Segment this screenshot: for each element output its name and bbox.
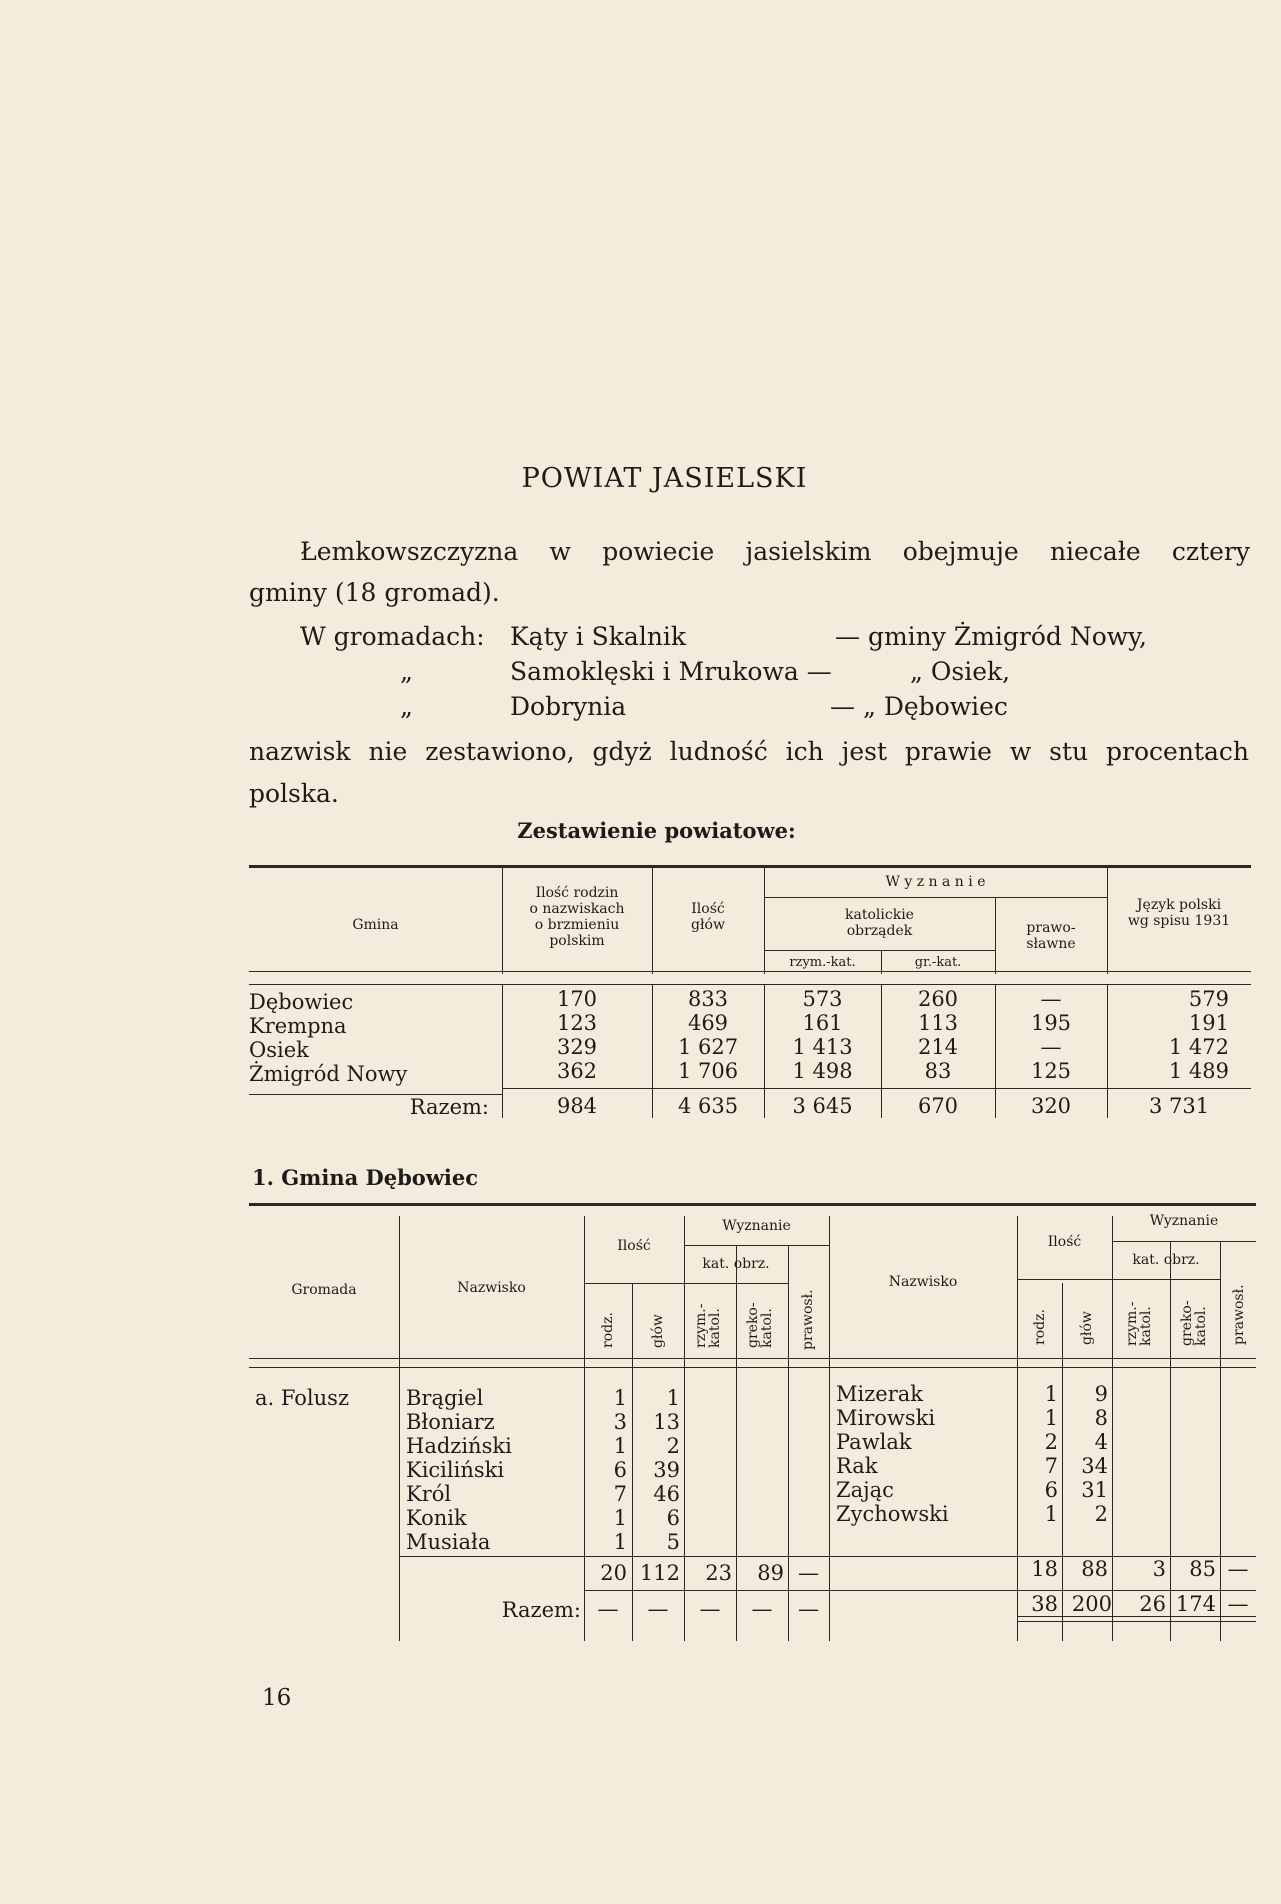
summary-cell-rzym: 573 xyxy=(802,987,843,1011)
header-katolickie-1: katolickie xyxy=(845,907,914,923)
intro-line-2: gminy (18 gromad). xyxy=(249,578,500,607)
summary-cell-jezyk: 579 xyxy=(1188,987,1229,1011)
count-glow: 34 xyxy=(1081,1454,1108,1478)
header-ilosc-left: Ilość xyxy=(617,1238,651,1254)
summary-cell-rodzin: 123 xyxy=(556,1011,598,1035)
count-glow: 5 xyxy=(666,1530,680,1554)
intro-row-3-c: — „ Dębowiec xyxy=(830,692,1008,721)
header-prawosl-right: prawosł. xyxy=(1231,1284,1247,1345)
summary-cell-glow: 1 627 xyxy=(677,1035,739,1059)
header-glow-1: Ilość xyxy=(691,901,725,917)
surname: Konik xyxy=(406,1506,467,1530)
surname: Hadziński xyxy=(406,1434,512,1458)
count-glow: 39 xyxy=(653,1458,680,1482)
intro-row-1-c: — gminy Żmigród Nowy, xyxy=(835,622,1147,651)
subtotal-right-glow: 88 xyxy=(1081,1557,1108,1581)
header-prawosl-left: prawosł. xyxy=(800,1289,816,1350)
summary-cell-rodzin: 329 xyxy=(556,1035,598,1059)
summary-cell-rzym: 161 xyxy=(802,1011,843,1035)
count-glow: 8 xyxy=(1094,1406,1108,1430)
header-wyznanie: W y z n a n i e xyxy=(885,874,986,890)
count-rodz: 1 xyxy=(613,1434,627,1458)
summary-total-prawo: 320 xyxy=(1030,1094,1072,1118)
razem-right-rodz: 38 xyxy=(1031,1592,1058,1616)
count-rodz: 2 xyxy=(1044,1430,1058,1454)
gromada-name: a. Folusz xyxy=(255,1386,350,1410)
summary-total-jezyk: 3 731 xyxy=(1148,1094,1210,1118)
count-rodz: 3 xyxy=(613,1410,627,1434)
intro-row-2-a: „ xyxy=(400,657,413,686)
page-title: POWIAT JASIELSKI xyxy=(521,463,808,494)
count-glow: 2 xyxy=(1094,1502,1108,1526)
header-rzym: rzym.-kat. xyxy=(789,955,856,970)
summary-cell-gmina: Krempna xyxy=(249,1014,347,1038)
intro-line-3: nazwisk nie zestawiono, gdyż ludność ich jest prawie w stu procentach xyxy=(249,737,1249,766)
summary-cell-jezyk: 191 xyxy=(1188,1011,1229,1035)
header-katobrz-right: kat. obrz. xyxy=(1132,1252,1200,1268)
count-glow: 9 xyxy=(1094,1382,1108,1406)
subtotal-right-greko: 85 xyxy=(1189,1557,1216,1581)
subtotal-right-rzym: 3 xyxy=(1152,1557,1166,1581)
intro-row-3-b: Dobrynia xyxy=(510,692,627,721)
razem-left-rodz: — xyxy=(597,1597,619,1621)
header-rodz-left: rodz. xyxy=(600,1312,616,1348)
header-jezyk-2: wg spisu 1931 xyxy=(1127,913,1231,929)
count-rodz: 1 xyxy=(1044,1502,1058,1526)
summary-total-rzym: 3 645 xyxy=(792,1094,853,1118)
subtotal-left-prawosl: — xyxy=(798,1561,819,1585)
summary-total-label: Razem: xyxy=(409,1095,489,1119)
intro-line-1: Łemkowszczyzna w powiecie jasielskim obejmuje niecałe cztery xyxy=(300,537,1250,566)
header-ilosc-right: Ilość xyxy=(1047,1234,1082,1250)
header-gmina: Gmina xyxy=(352,917,399,933)
summary-cell-rzym: 1 498 xyxy=(792,1059,853,1083)
header-nazwisko-right: Nazwisko xyxy=(888,1274,958,1290)
header-gromada: Gromada xyxy=(291,1282,357,1298)
razem-right-prawosl: — xyxy=(1227,1592,1249,1616)
count-glow: 2 xyxy=(666,1434,680,1458)
surname: Rak xyxy=(836,1454,878,1478)
header-gr: gr.-kat. xyxy=(914,955,962,970)
count-rodz: 1 xyxy=(613,1386,627,1410)
header-prawo-1: prawo- xyxy=(1026,920,1076,936)
surname: Zając xyxy=(836,1478,894,1502)
count-glow: 1 xyxy=(666,1386,680,1410)
surname: Kiciliński xyxy=(406,1458,505,1482)
subtotal-left-rzym: 23 xyxy=(705,1561,732,1585)
header-wyznanie-left: Wyznanie xyxy=(722,1218,791,1234)
count-rodz: 7 xyxy=(613,1482,627,1506)
header-glow-2: głów xyxy=(691,917,725,933)
count-glow: 4 xyxy=(1094,1430,1108,1454)
surname: Brągiel xyxy=(406,1386,484,1410)
page-number: 16 xyxy=(262,1685,292,1711)
summary-cell-rzym: 1 413 xyxy=(792,1035,853,1059)
razem-left-greko: — xyxy=(751,1597,773,1621)
summary-cell-jezyk: 1 489 xyxy=(1168,1059,1229,1083)
razem-left-prawosl: — xyxy=(798,1597,819,1621)
gmina-razem-label: Razem: xyxy=(501,1598,581,1622)
intro-row-1-b: Kąty i Skalnik xyxy=(510,622,687,651)
count-glow: 13 xyxy=(653,1410,680,1434)
intro-row-3-a: „ xyxy=(400,692,413,721)
count-glow: 46 xyxy=(653,1482,680,1506)
summary-cell-gr: 214 xyxy=(917,1035,959,1059)
summary-cell-jezyk: 1 472 xyxy=(1168,1035,1229,1059)
summary-cell-rodzin: 170 xyxy=(556,987,598,1011)
summary-cell-prawo: — xyxy=(1040,1035,1062,1059)
header-prawo-2: sławne xyxy=(1026,936,1076,952)
summary-cell-rodzin: 362 xyxy=(556,1059,598,1083)
surname: Mirowski xyxy=(836,1406,936,1430)
razem-left-glow: — xyxy=(647,1597,669,1621)
razem-right-greko: 174 xyxy=(1175,1592,1216,1616)
header-greko-right: greko-katol. xyxy=(1179,1300,1209,1346)
intro-row-2-b: Samoklęski i Mrukowa — xyxy=(510,657,832,686)
summary-cell-prawo: 195 xyxy=(1030,1011,1072,1035)
count-rodz: 7 xyxy=(1044,1454,1058,1478)
count-rodz: 6 xyxy=(1044,1478,1058,1502)
count-rodz: 1 xyxy=(1044,1382,1058,1406)
summary-cell-glow: 833 xyxy=(687,987,729,1011)
summary-total-rodzin: 984 xyxy=(556,1094,598,1118)
razem-right-rzym: 26 xyxy=(1139,1592,1166,1616)
header-rodzin-4: polskim xyxy=(549,933,605,949)
surname: Mizerak xyxy=(836,1382,923,1406)
count-rodz: 1 xyxy=(613,1506,627,1530)
subtotal-right-rodz: 18 xyxy=(1031,1557,1058,1581)
header-katobrz-left: kat. obrz. xyxy=(702,1256,770,1272)
summary-cell-prawo: — xyxy=(1040,987,1062,1011)
count-rodz: 6 xyxy=(613,1458,627,1482)
razem-right-glow: 200 xyxy=(1071,1592,1112,1616)
header-jezyk-1: Język polski xyxy=(1136,897,1222,913)
header-katolickie-2: obrządek xyxy=(846,923,913,939)
subtotal-left-rodz: 20 xyxy=(600,1561,627,1585)
count-rodz: 1 xyxy=(1044,1406,1058,1430)
summary-total-glow: 4 635 xyxy=(677,1094,739,1118)
summary-cell-gmina: Dębowiec xyxy=(249,990,354,1014)
header-rzym-left: rzym.-katol. xyxy=(693,1303,723,1348)
subtotal-left-greko: 89 xyxy=(757,1561,784,1585)
summary-cell-gmina: Osiek xyxy=(249,1038,309,1062)
summary-cell-gmina: Żmigród Nowy xyxy=(249,1062,408,1086)
summary-cell-glow: 469 xyxy=(687,1011,729,1035)
surname: Król xyxy=(406,1482,452,1506)
intro-line-4: polska. xyxy=(249,779,339,808)
header-glow-left: głów xyxy=(650,1314,666,1348)
razem-left-rzym: — xyxy=(699,1597,721,1621)
header-rzym-right: rzym.-katol. xyxy=(1124,1301,1154,1346)
surname: Zychowski xyxy=(836,1502,949,1526)
summary-cell-gr: 83 xyxy=(924,1059,952,1083)
header-greko-left: greko-katol. xyxy=(745,1302,775,1348)
header-wyznanie-right: Wyznanie xyxy=(1149,1213,1219,1229)
header-rodzin-3: o brzmieniu xyxy=(534,917,620,933)
count-rodz: 1 xyxy=(613,1530,627,1554)
header-rodzin-1: Ilość rodzin xyxy=(535,885,619,901)
summary-cell-gr: 113 xyxy=(917,1011,959,1035)
summary-cell-prawo: 125 xyxy=(1030,1059,1072,1083)
surname: Musiała xyxy=(406,1530,491,1554)
summary-cell-glow: 1 706 xyxy=(677,1059,739,1083)
count-glow: 6 xyxy=(666,1506,680,1530)
summary-cell-gr: 260 xyxy=(917,987,959,1011)
intro-row-2-c: „ Osiek, xyxy=(910,657,1011,686)
header-rodz-right: rodz. xyxy=(1032,1309,1048,1345)
count-glow: 31 xyxy=(1081,1478,1108,1502)
subtotal-right-prawosl: — xyxy=(1227,1557,1249,1581)
header-nazwisko-left: Nazwisko xyxy=(457,1280,526,1296)
subtotal-left-glow: 112 xyxy=(639,1561,680,1585)
intro-row-1-a: W gromadach: xyxy=(300,622,485,651)
summary-caption: Zestawienie powiatowe: xyxy=(517,818,796,843)
surname: Błoniarz xyxy=(406,1410,495,1434)
summary-total-gr: 670 xyxy=(917,1094,959,1118)
header-glow-right: głów xyxy=(1079,1311,1095,1345)
surname: Pawlak xyxy=(836,1430,912,1454)
header-rodzin-2: o nazwiskach xyxy=(529,901,625,917)
gmina-caption: 1. Gmina Dębowiec xyxy=(252,1165,479,1190)
